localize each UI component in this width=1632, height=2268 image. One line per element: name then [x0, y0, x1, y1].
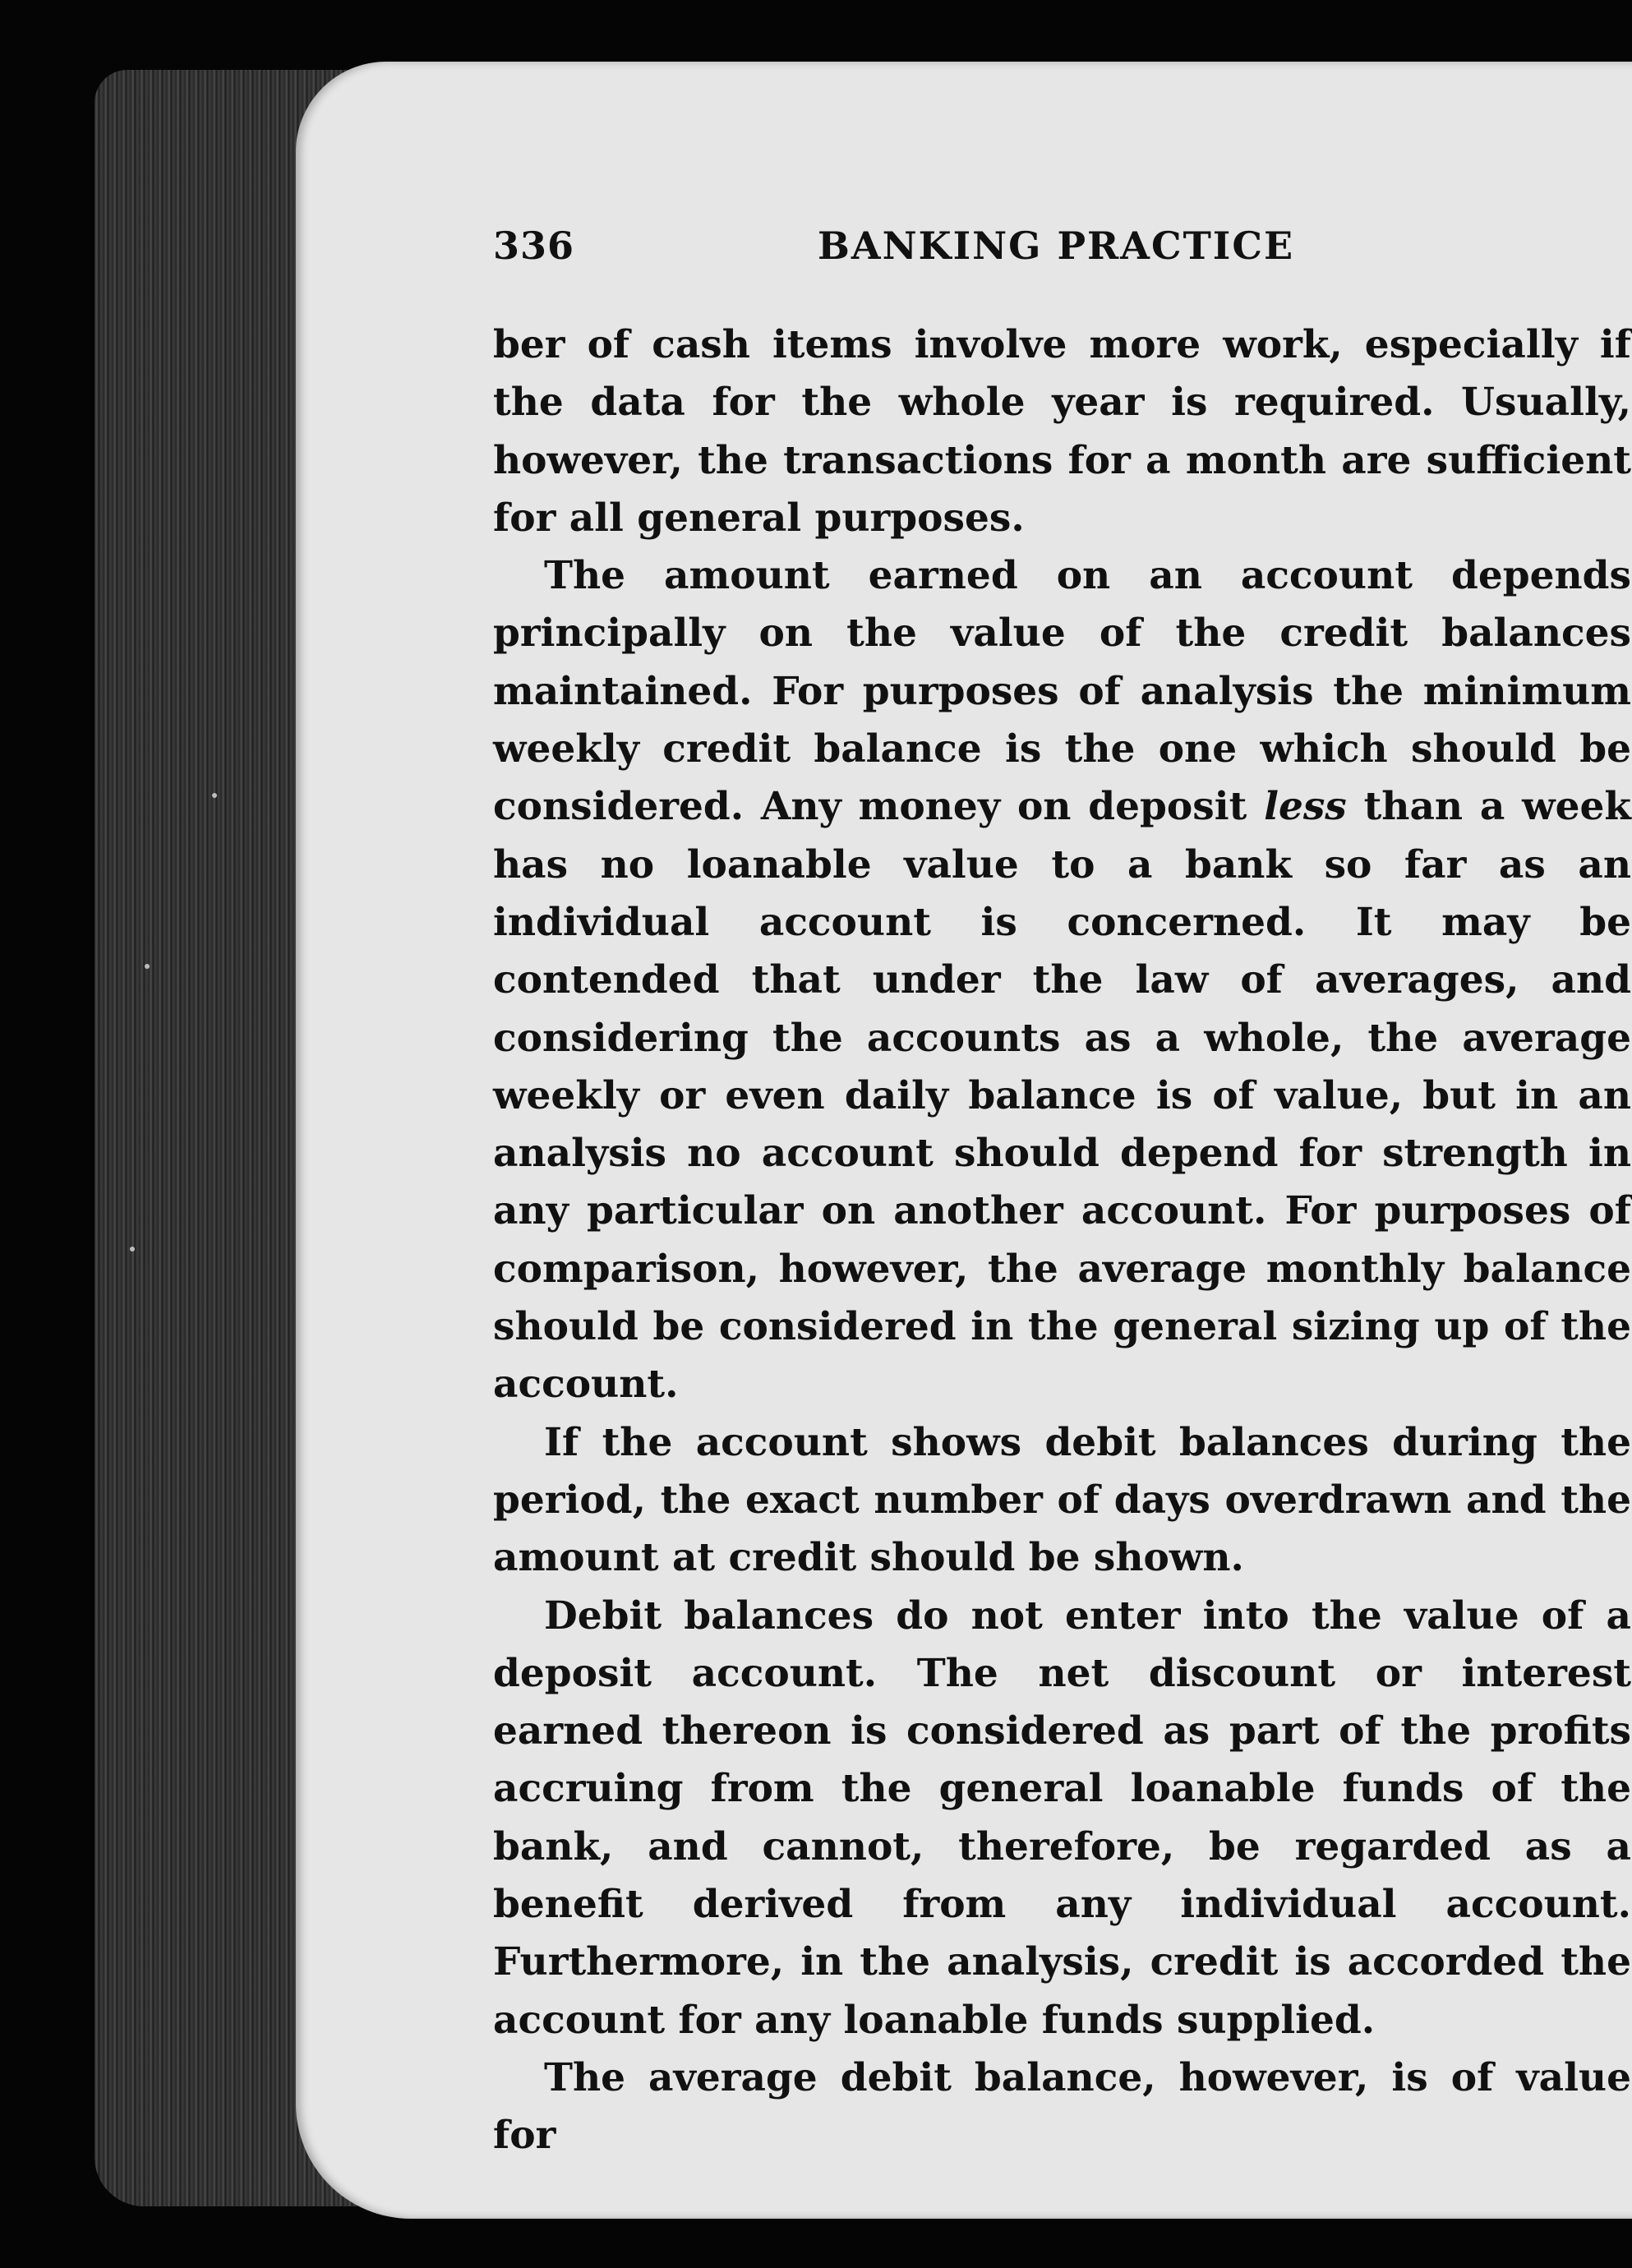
page-number: 336	[493, 224, 575, 268]
paragraph-5: The average debit balance, however, is of value for	[493, 2054, 1631, 2159]
paragraph-2-part-2: than a week has no loanable value to a bank so far as an individual account is concerned. It may be contended that under the law of averages, and considering the accounts as a whole, the average weekly or even daily balance is of value, but in an analysis no account should depend for strength in any particular on another account. For purposes of comparison, however, the average monthly balance should be considered in the general sizing up of the account.	[493, 784, 1631, 1408]
paragraph-2-part-1: The amount earned on an account depends principally on the value of the credit balances maintained. For purposes of analysis the minimum weekly credit balance is the one which should be considered. Any money on deposit	[493, 553, 1631, 830]
paragraph-2	[493, 547, 1631, 1413]
running-head-title: BANKING PRACTICE	[818, 224, 1295, 268]
paragraph-3: If the account shows debit balances during the period, the exact number of days overdrawn and the amount at credit should be shown.	[493, 1419, 1631, 1581]
scan-speck	[145, 964, 150, 969]
running-head	[493, 224, 1627, 281]
scan-speck	[212, 793, 217, 798]
paragraph-4: Debit balances do not enter into the value of a deposit account. The net discount or interest earned thereon is considered as part of the profits accruing from the general loanable funds of the bank, and cannot, therefore, be regarded as a benefit derived from any individual account. Furthermore, in the analysis, credit is accorded the account for any loanable funds supplied.	[493, 1593, 1631, 2043]
scan-speck	[130, 1247, 135, 1252]
page-body-text	[493, 316, 1631, 2165]
emphasized-word-less: less	[1264, 784, 1347, 830]
paragraph-1: ber of cash items involve more work, especially if the data for the whole year is required. Usually, however, the transactions for a month are sufficient for all general purposes.	[493, 322, 1631, 541]
